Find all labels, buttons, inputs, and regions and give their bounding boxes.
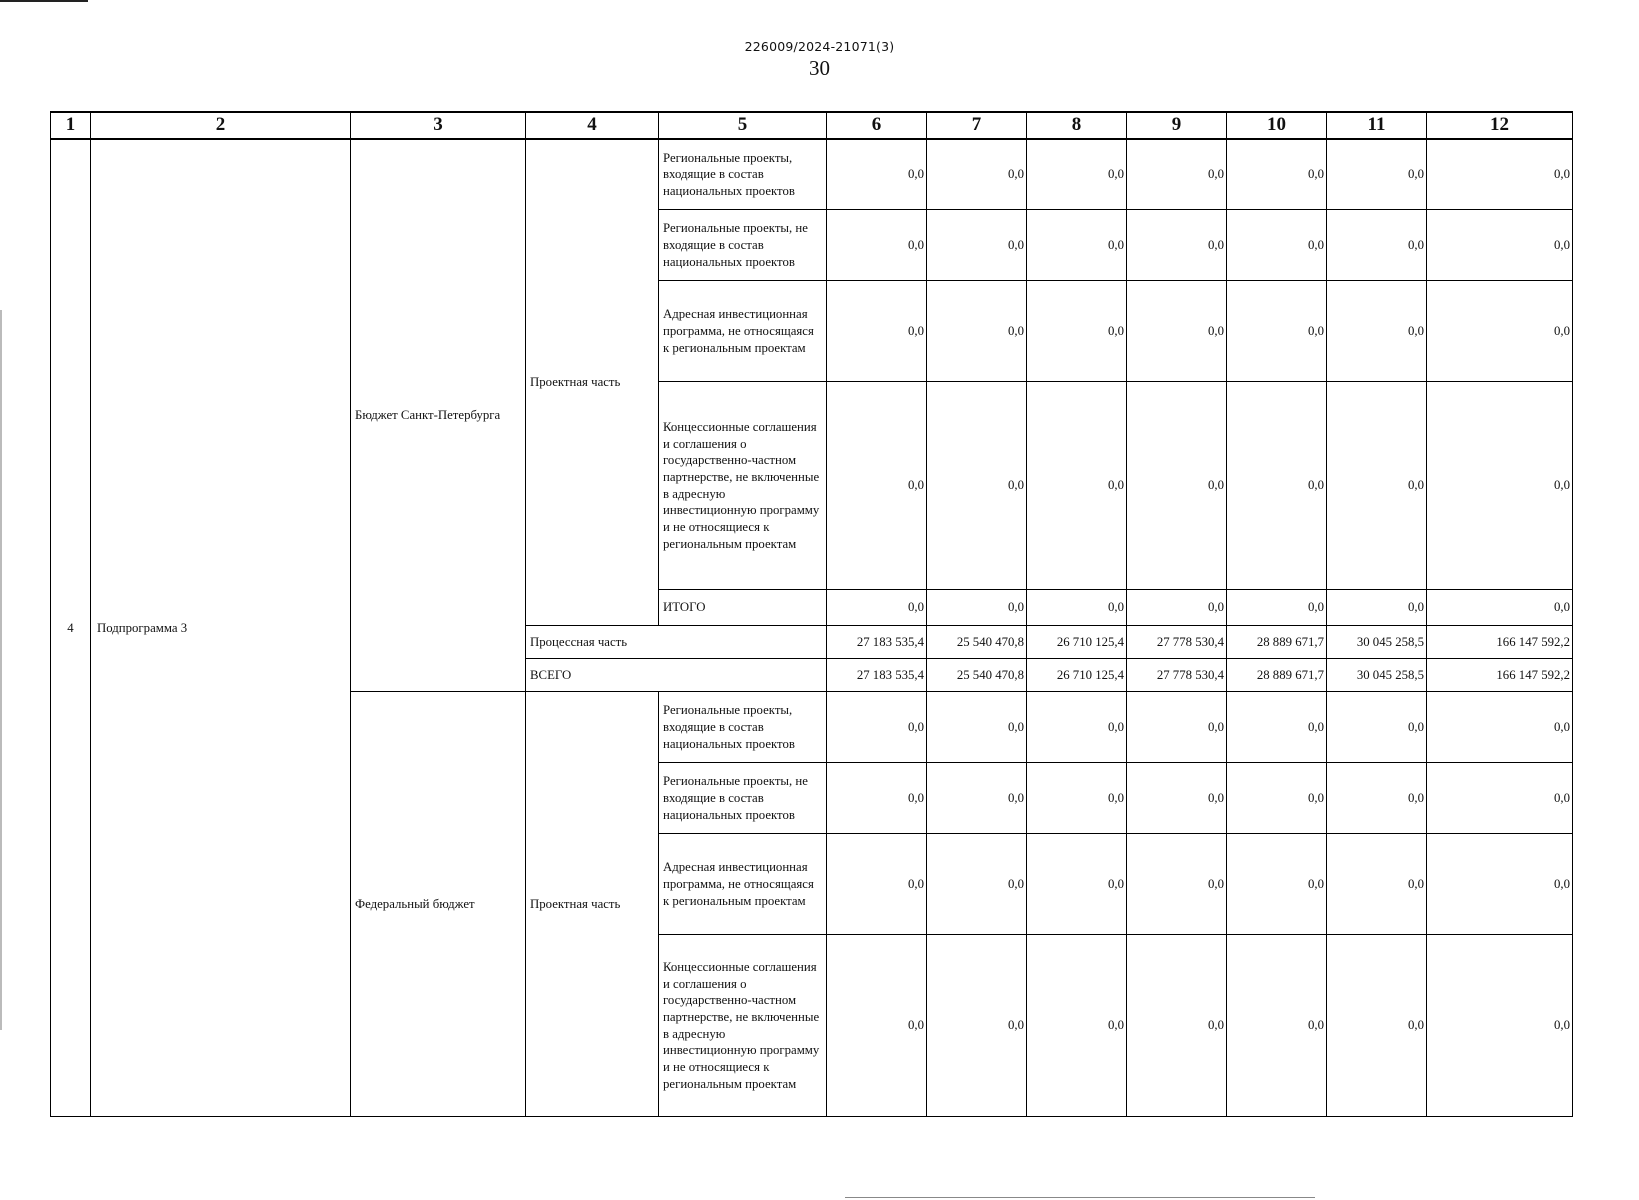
value-cell: 0,0	[1227, 935, 1327, 1117]
column-header: 5	[659, 112, 827, 139]
table-row	[51, 139, 1573, 210]
direction-cell: Концессионные соглашения и соглашения о государственно-частном партнерстве, не включенные в адресную инвестиционную программу и не относящиеся к региональным проектам	[659, 935, 827, 1117]
value-cell: 0,0	[1127, 692, 1227, 763]
value-cell: 0,0	[927, 590, 1027, 626]
value-cell: 0,0	[1227, 590, 1327, 626]
value-cell: 0,0	[1227, 763, 1327, 834]
budget-table	[50, 111, 1573, 1117]
value-cell: 0,0	[1027, 763, 1127, 834]
value-cell: 0,0	[1027, 281, 1127, 382]
value-cell: 28 889 671,7	[1227, 626, 1327, 659]
direction-cell: Концессионные соглашения и соглашения о государственно-частном партнерстве, не включенные в адресную инвестиционную программу и не относящиеся к региональным проектам	[659, 382, 827, 590]
registration-number: 226009/2024-21071(3)	[744, 39, 895, 54]
page-number: 30	[809, 56, 830, 80]
value-cell: 0,0	[1127, 590, 1227, 626]
value-cell: 0,0	[1327, 281, 1427, 382]
value-cell: 0,0	[1327, 834, 1427, 935]
value-cell: 0,0	[1327, 763, 1427, 834]
column-header: 12	[1427, 112, 1573, 139]
scan-edge-left	[0, 310, 2, 1030]
scan-line-bottom	[845, 1197, 1315, 1198]
value-cell: 0,0	[1027, 692, 1127, 763]
value-cell: 0,0	[1327, 935, 1427, 1117]
value-cell: 0,0	[827, 382, 927, 590]
column-number-row	[51, 112, 1573, 139]
direction-cell: Региональные проекты, входящие в состав национальных проектов	[659, 692, 827, 763]
value-cell: 166 147 592,2	[1427, 659, 1573, 692]
value-cell: 0,0	[927, 210, 1027, 281]
value-cell: 30 045 258,5	[1327, 626, 1427, 659]
direction-cell: Адресная инвестиционная программа, не относящаяся к региональным проектам	[659, 281, 827, 382]
process-part-label: Процессная часть	[526, 626, 827, 659]
value-cell: 0,0	[827, 763, 927, 834]
column-header: 11	[1327, 112, 1427, 139]
direction-cell: Региональные проекты, входящие в состав национальных проектов	[659, 139, 827, 210]
column-header: 4	[526, 112, 659, 139]
value-cell: 26 710 125,4	[1027, 659, 1127, 692]
value-cell: 0,0	[1027, 834, 1127, 935]
value-cell: 0,0	[1227, 382, 1327, 590]
value-cell: 0,0	[1027, 210, 1127, 281]
total-label: ВСЕГО	[526, 659, 827, 692]
value-cell: 0,0	[827, 834, 927, 935]
value-cell: 0,0	[1127, 935, 1227, 1117]
value-cell: 0,0	[1127, 834, 1227, 935]
value-cell: 0,0	[1127, 763, 1227, 834]
value-cell: 0,0	[1227, 834, 1327, 935]
funding-source-cell: Федеральный бюджет	[351, 692, 526, 1117]
direction-cell: ИТОГО	[659, 590, 827, 626]
row-number-cell: 4	[51, 139, 91, 1117]
value-cell: 0,0	[1427, 210, 1573, 281]
value-cell: 0,0	[1427, 763, 1573, 834]
direction-cell: Региональные проекты, не входящие в состав национальных проектов	[659, 210, 827, 281]
column-header: 8	[1027, 112, 1127, 139]
column-header: 9	[1127, 112, 1227, 139]
value-cell: 0,0	[1327, 590, 1427, 626]
value-cell: 0,0	[827, 692, 927, 763]
direction-cell: Региональные проекты, не входящие в состав национальных проектов	[659, 763, 827, 834]
value-cell: 0,0	[1427, 382, 1573, 590]
subprogram-cell: Подпрограмма 3	[91, 139, 351, 1117]
value-cell: 0,0	[1127, 210, 1227, 281]
value-cell: 25 540 470,8	[927, 626, 1027, 659]
column-header: 6	[827, 112, 927, 139]
value-cell: 0,0	[1027, 139, 1127, 210]
value-cell: 0,0	[1327, 692, 1427, 763]
value-cell: 0,0	[927, 763, 1027, 834]
value-cell: 166 147 592,2	[1427, 626, 1573, 659]
value-cell: 0,0	[927, 281, 1027, 382]
value-cell: 0,0	[827, 210, 927, 281]
budget-table-body	[51, 112, 1573, 1117]
value-cell: 0,0	[927, 834, 1027, 935]
project-part-cell: Проектная часть	[526, 692, 659, 1117]
value-cell: 0,0	[1227, 281, 1327, 382]
value-cell: 0,0	[927, 139, 1027, 210]
value-cell: 0,0	[1427, 281, 1573, 382]
value-cell: 0,0	[1027, 935, 1127, 1117]
value-cell: 27 183 535,4	[827, 626, 927, 659]
value-cell: 0,0	[1427, 590, 1573, 626]
value-cell: 0,0	[1227, 692, 1327, 763]
value-cell: 27 183 535,4	[827, 659, 927, 692]
value-cell: 0,0	[1327, 210, 1427, 281]
value-cell: 0,0	[827, 935, 927, 1117]
value-cell: 0,0	[927, 935, 1027, 1117]
scan-edge-top	[0, 0, 88, 2]
value-cell: 27 778 530,4	[1127, 626, 1227, 659]
value-cell: 0,0	[1227, 139, 1327, 210]
value-cell: 0,0	[1327, 139, 1427, 210]
value-cell: 0,0	[1127, 281, 1227, 382]
value-cell: 0,0	[927, 692, 1027, 763]
value-cell: 0,0	[1127, 382, 1227, 590]
value-cell: 0,0	[827, 281, 927, 382]
value-cell: 0,0	[1427, 692, 1573, 763]
value-cell: 0,0	[1427, 935, 1573, 1117]
direction-cell: Адресная инвестиционная программа, не относящаяся к региональным проектам	[659, 834, 827, 935]
value-cell: 0,0	[1027, 382, 1127, 590]
value-cell: 0,0	[1127, 139, 1227, 210]
value-cell: 0,0	[1427, 139, 1573, 210]
value-cell: 0,0	[827, 590, 927, 626]
project-part-cell: Проектная часть	[526, 139, 659, 626]
value-cell: 0,0	[1227, 210, 1327, 281]
value-cell: 0,0	[1327, 382, 1427, 590]
value-cell: 25 540 470,8	[927, 659, 1027, 692]
value-cell: 30 045 258,5	[1327, 659, 1427, 692]
column-header: 10	[1227, 112, 1327, 139]
column-header: 2	[91, 112, 351, 139]
value-cell: 27 778 530,4	[1127, 659, 1227, 692]
value-cell: 0,0	[827, 139, 927, 210]
value-cell: 0,0	[1427, 834, 1573, 935]
value-cell: 26 710 125,4	[1027, 626, 1127, 659]
value-cell: 28 889 671,7	[1227, 659, 1327, 692]
column-header: 1	[51, 112, 91, 139]
funding-source-cell: Бюджет Санкт-Петербурга	[351, 139, 526, 692]
value-cell: 0,0	[927, 382, 1027, 590]
value-cell: 0,0	[1027, 590, 1127, 626]
column-header: 3	[351, 112, 526, 139]
column-header: 7	[927, 112, 1027, 139]
